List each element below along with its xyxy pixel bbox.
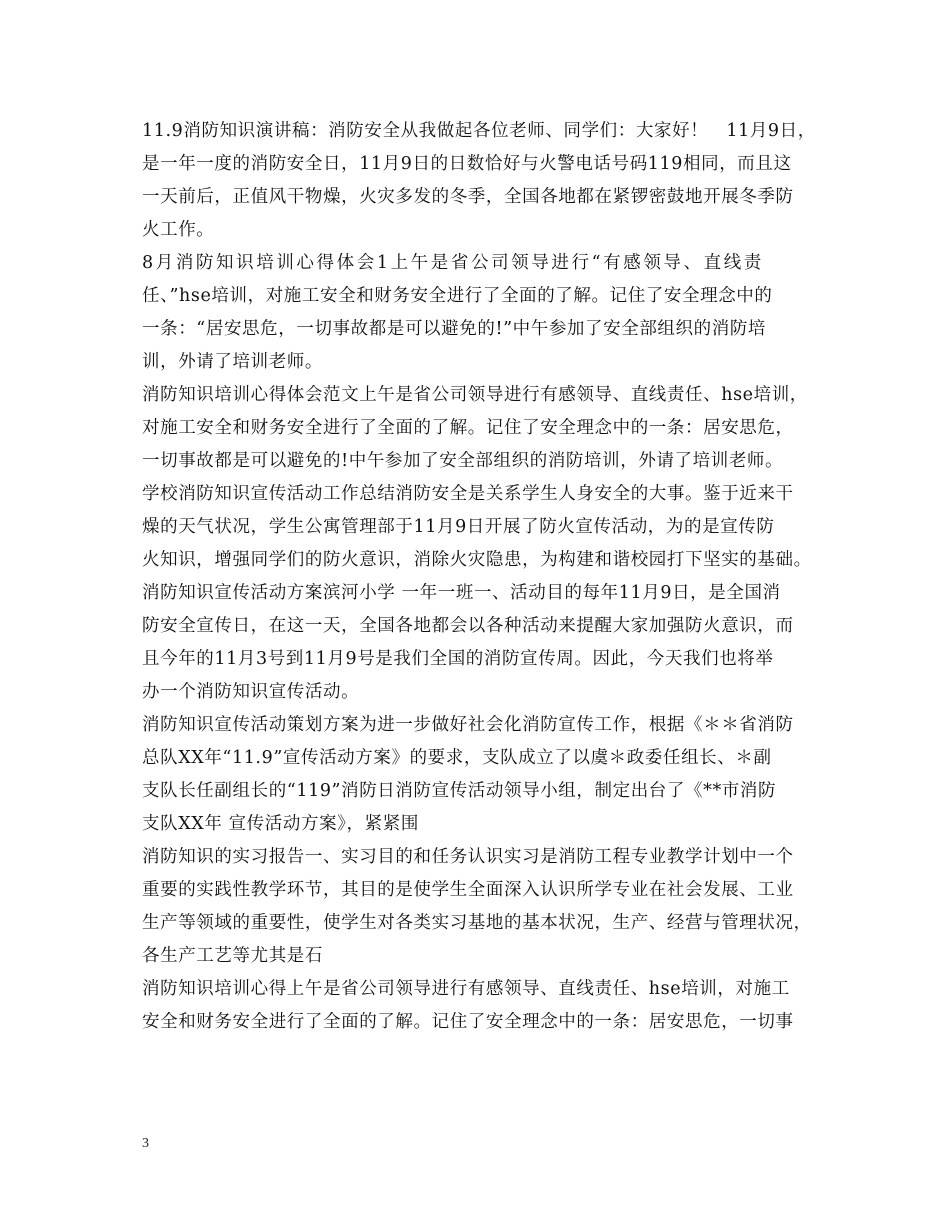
text-line: 消防知识培训心得上午是省公司领导进行有感领导、直线责任、hse培训，对施工 bbox=[142, 979, 790, 999]
text-line: 且今年的11月3号到11月9号是我们全国的消防宣传周。因此，今天我们也将举 bbox=[142, 649, 774, 669]
text-line: 一条：“居安思危，一切事故都是可以避免的!”中午参加了安全部组织的消防培 bbox=[142, 319, 767, 339]
text-line: 11.9消防知识演讲稿：消防安全从我做起各位老师、同学们：大家好！ 11月9日， bbox=[142, 121, 816, 141]
text-line: 总队XX年“11.9”宣传活动方案》的要求，支队成立了以虞＊政委任组长、＊副 bbox=[142, 748, 772, 768]
text-line: 是一年一度的消防安全日，11月9日的日数恰好与火警电话号码119相同，而且这 bbox=[142, 154, 792, 174]
text-line: 一切事故都是可以避免的!中午参加了安全部组织的消防培训，外请了培训老师。 bbox=[142, 451, 784, 471]
paragraph-8 bbox=[142, 973, 812, 1039]
paragraph-7 bbox=[142, 841, 812, 973]
text-line: 防安全宣传日，在这一天，全国各地都会以各种活动来提醒大家加强防火意识，而 bbox=[142, 616, 794, 636]
paragraph-5 bbox=[142, 577, 812, 709]
text-line: 火知识，增强同学们的防火意识，消除火灾隐患，为构建和谐校园打下坚实的基础。 bbox=[142, 550, 812, 570]
text-line: 消防知识宣传活动策划方案为进一步做好社会化消防宣传工作，根据《＊＊省消防 bbox=[142, 715, 794, 735]
paragraph-6 bbox=[142, 709, 812, 841]
text-line: 支队XX年 宣传活动方案》，紧紧围 bbox=[142, 814, 419, 834]
text-line: 重要的实践性教学环节，其目的是使学生全面深入认识所学专业在社会发展、工业 bbox=[142, 880, 794, 900]
text-line: 对施工安全和财务安全进行了全面的了解。记住了安全理念中的一条：居安思危， bbox=[142, 418, 794, 438]
text-line: 消防知识的实习报告一、实习目的和任务认识实习是消防工程专业教学计划中一个 bbox=[142, 847, 794, 867]
document-body bbox=[142, 115, 816, 1039]
page-number: 3 bbox=[142, 1136, 149, 1151]
text-line: 支队长任副组长的“119”消防日消防宣传活动领导小组，制定出台了《**市消防 bbox=[142, 781, 777, 801]
text-line: 安全和财务安全进行了全面的了解。记住了安全理念中的一条：居安思危，一切事 bbox=[142, 1012, 794, 1032]
text-line: 燥的天气状况，学生公寓管理部于11月9日开展了防火宣传活动，为的是宣传防 bbox=[142, 517, 775, 537]
text-line: 生产等领域的重要性，使学生对各类实习基地的基本状况，生产、经营与管理状况， bbox=[142, 913, 812, 933]
text-line: 学校消防知识宣传活动工作总结消防安全是关系学生人身安全的大事。鉴于近来干 bbox=[142, 484, 794, 504]
text-line: 办一个消防知识宣传活动。 bbox=[142, 682, 360, 702]
text-line: 训，外请了培训老师。 bbox=[142, 352, 323, 372]
text-line: 任、”hse培训，对施工安全和财务安全进行了全面的了解。记住了安全理念中的 bbox=[142, 286, 773, 306]
paragraph-1 bbox=[142, 115, 816, 247]
paragraph-2 bbox=[142, 247, 812, 379]
text-line: 消防知识培训心得体会范文上午是省公司领导进行有感领导、直线责任、hse培训， bbox=[142, 385, 808, 405]
paragraph-4 bbox=[142, 478, 812, 577]
paragraph-3 bbox=[142, 379, 812, 478]
text-line: 一天前后，正值风干物燥，火灾多发的冬季，全国各地都在紧锣密鼓地开展冬季防 bbox=[142, 187, 794, 207]
text-line: 消防知识宣传活动方案滨河小学 一年一班一、活动目的每年11月9日，是全国消 bbox=[142, 583, 781, 603]
text-line: 火工作。 bbox=[142, 220, 215, 240]
text-line: 各生产工艺等尤其是石 bbox=[142, 946, 323, 966]
text-line: 8月消防知识培训心得体会1上午是省公司领导进行“有感领导、直线责 bbox=[142, 253, 764, 273]
